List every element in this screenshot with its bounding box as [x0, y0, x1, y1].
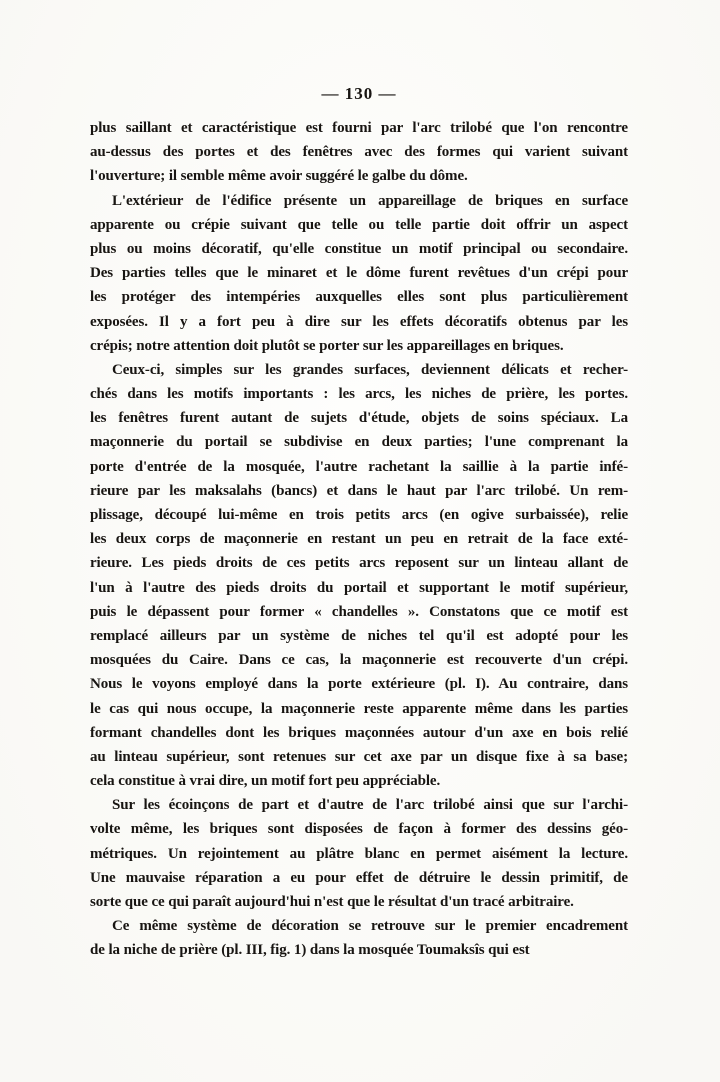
text-line: les fenêtres furent autant de sujets d'étude, objets de soins spéciaux. La: [90, 410, 628, 427]
text-line: cela constitue à vrai dire, un motif fort peu appréciable.: [90, 773, 441, 790]
text-line: Une mauvaise réparation a eu pour effet de détruire le dessin primitif, de: [90, 869, 628, 886]
text-line: Nous le voyons employé dans la porte extérieure (pl. I). Au contraire, dans: [90, 676, 628, 693]
text-line: plus ou moins décoratif, qu'elle constitue un motif principal ou secondaire.: [90, 240, 628, 257]
text-line: de la niche de prière (pl. III, fig. 1) dans la mosquée Toumaksîs qui est: [90, 942, 530, 959]
text-line: sorte que ce qui paraît aujourd'hui n'est que le résultat d'un tracé arbitraire.: [90, 894, 574, 910]
text-line: plus saillant et caractéristique est fourni par l'arc trilobé que l'on rencontre: [90, 120, 628, 136]
text-line: apparente ou crépie suivant que telle ou telle partie doit offrir un aspect: [90, 216, 628, 233]
text-line: le cas qui nous occupe, la maçonnerie reste apparente même dans les parties: [90, 700, 628, 717]
text-line: rieure par les maksalahs (bancs) et dans le haut par l'arc trilobé. Un rem-: [90, 482, 628, 499]
text-line: chés dans les motifs importants : les arcs, les niches de prière, les portes.: [90, 386, 628, 403]
text-line: maçonnerie du portail se subdivise en deux parties; l'une comprenant la: [90, 434, 628, 451]
text-line: rieure. Les pieds droits de ces petits arcs reposent sur un linteau allant de: [90, 555, 628, 572]
text-line: au-dessus des portes et des fenêtres avec des formes qui varient suivant: [90, 144, 628, 161]
text-line: porte d'entrée de la mosquée, l'autre rachetant la saillie à la partie infé-: [90, 458, 628, 475]
text-line: Des parties telles que le minaret et le dôme furent revêtues d'un crépi pour: [90, 265, 628, 282]
text-line: formant chandelles dont les briques maçonnées autour d'un axe en bois relié: [90, 724, 628, 741]
text-line: les protéger des intempéries auxquelles elles sont plus particulièrement: [90, 289, 628, 306]
text-line: crépis; notre attention doit plutôt se porter sur les appareillages en briques.: [90, 337, 564, 354]
text-line: puis le dépassent pour former « chandelles ». Constatons que ce motif est: [90, 603, 628, 620]
text-line: au linteau supérieur, sont retenues sur cet axe par un disque fixe à sa base;: [90, 748, 628, 765]
text-line: l'ouverture; il semble même avoir suggéré le galbe du dôme.: [90, 168, 468, 185]
text-line: métriques. Un rejointement au plâtre blanc en permet aisément la lecture.: [90, 845, 628, 862]
text-line: volte même, les briques sont disposées de façon à former des dessins géo-: [90, 821, 628, 838]
text-line: L'extérieur de l'édifice présente un appareillage de briques en surface: [112, 192, 628, 209]
page-number: — 130 —: [321, 84, 397, 103]
text-line: exposées. Il y a fort peu à dire sur les effets décoratifs obtenus par les: [90, 313, 628, 330]
text-line: l'un à l'autre des pieds droits du portail et supportant le motif supérieur,: [90, 579, 628, 596]
text-line: Ceux-ci, simples sur les grandes surfaces, deviennent délicats et recher-: [112, 361, 628, 378]
text-line: remplacé ailleurs par un système de niches tel qu'il est adopté pour les: [90, 627, 628, 644]
text-line: les deux corps de maçonnerie en restant un peu en retrait de la face exté-: [90, 531, 628, 548]
text-line: Sur les écoinçons de part et d'autre de l'arc trilobé ainsi que sur l'archi-: [112, 797, 628, 814]
text-line: plissage, découpé lui-même en trois petits arcs (en ogive surbaissée), relie: [90, 507, 628, 523]
text-line: Ce même système de décoration se retrouve sur le premier encadrement: [112, 918, 628, 935]
body-text-block: [90, 116, 628, 963]
text-line: mosquées du Caire. Dans ce cas, la maçonnerie est recouverte d'un crépi.: [90, 652, 628, 669]
